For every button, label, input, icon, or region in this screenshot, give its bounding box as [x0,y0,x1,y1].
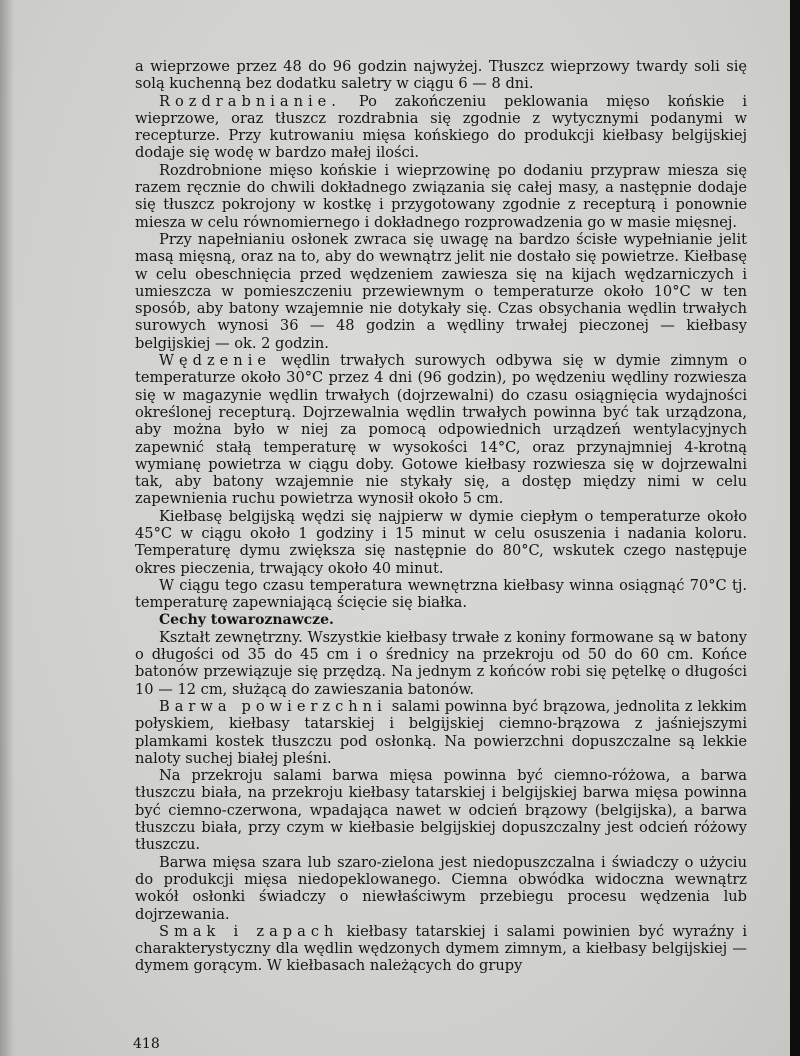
paragraph: Na przekroju salami barwa mięsa powinna być ciemno-różowa, a barwa tłuszczu biała, na przekroju kiełbasy tatarskiej i belgijskiej barwa mięsa powinna być ciemno-czerwona, wpadająca nawet w odcień brązowy (belgijska), a barwa tłuszczu biała, przy czym w kiełbasie belgijskiej dopuszczalny jest odcień różowy tłuszczu. [135,767,747,854]
spaced-lead: Barwa powierzchni [159,697,387,715]
page-number: 418 [133,1036,160,1052]
paragraph: Rozdrabnianie. Po zakończeniu peklowania mięso końskie i wieprzowe, oraz tłuszcz rozdrabnia się zgodnie z wytycznymi podanymi w recepturze. Przy kutrowaniu mięsa końskiego do produkcji kiełbasy belgijskiej dodaje się wodę w bardzo małej ilości. [135,92,747,162]
paragraph: Wędzenie wędlin trwałych surowych odbywa się w dymie zimnym o temperaturze około 30°C przez 4 dni (96 godzin), po wędzeniu wędliny rozwiesza się w magazynie wędlin trwałych (dojrzewalni) do czasu osiągnięcia wydajności określonej recepturą. Dojrzewalnia wędlin trwałych powinna być tak urządzona, aby można było w niej za pomocą odpowiednich urządzeń wentylacyjnych zapewnić stałą temperaturę w wysokości 14°C, oraz przynajmniej 4-krotną wymianę powietrza w ciągu doby. Gotowe kiełbasy rozwiesza się w dojrzewalni tak, aby batony wzajemnie nie stykały się, a dostęp między nimi w celu zapewnienia ruchu powietrza wynosił około 5 cm. [135,352,747,508]
paragraph: Kształt zewnętrzny. Wszystkie kiełbasy trwałe z koniny formowane są w batony o długości od 35 do 45 cm i o średnicy na przekroju od 50 do 60 cm. Końce batonów przewiązuje się przędzą. Na jednym z końców robi się pętelkę o długości 10 — 12 cm, służącą do zawieszania batonów. [135,628,747,698]
section-heading: Cechy towaroznawcze. [159,611,334,628]
spaced-lead: Wędzenie [159,352,272,370]
page-text [135,58,747,975]
paragraph: Smak i zapach kiełbasy tatarskiej i salami powinien być wyraźny i charakterystyczny dla wędlin wędzonych dymem zimnym, a kiełbasy belgijskiej — dymem gorącym. W kiełbasach należących do grupy [135,922,747,975]
paragraph: Rozdrobnione mięso końskie i wieprzowinę po dodaniu przypraw miesza się razem ręcznie do chwili dokładnego związania się całej masy, a następnie dodaje się tłuszcz pokrojony w kostkę i przygotowany zgodnie z recepturą i ponownie miesza w celu równomiernego i dokładnego rozprowadzenia go w masie mięsnej. [135,161,747,231]
page-edge-shadow [0,0,14,1056]
paragraph: Barwa mięsa szara lub szaro-zielona jest niedopuszczalna i świadczy o użyciu do produkcji mięsa niedopeklowanego. Ciemna obwódka widoczna wewnątrz wokół osłonki świadczy o niewłaściwym przebiegu procesu wędzenia lub dojrzewania. [135,853,747,923]
paragraph: W ciągu tego czasu temperatura wewnętrzna kiełbasy winna osiągnąć 70°C tj. temperaturę zapewniającą ścięcie się białka. [135,576,747,612]
paragraph: Kiełbasę belgijską wędzi się najpierw w dymie ciepłym o temperaturze około 45°C w ciągu około 1 godziny i 15 minut w celu osuszenia i nadania koloru. Temperaturę dymu zwiększa się następnie do 80°C, wskutek czego następuje okres pieczenia, trwający około 40 minut. [135,507,747,577]
paragraph: Barwa powierzchni salami powinna być brązowa, jednolita z lekkim połyskiem, kiełbasy tatarskiej i belgijskiej ciemno-brązowa z jaśniejszymi plamkami kostek tłuszczu pod osłonką. Na powierzchni dopuszczalne są lekkie naloty suchej białej pleśni. [135,697,747,767]
spaced-lead: Smak i zapach [159,922,339,940]
paragraph: a wieprzowe przez 48 do 96 godzin najwyżej. Tłuszcz wieprzowy twardy soli się solą kuchenną bez dodatku saletry w ciągu 6 — 8 dni. [135,58,747,93]
spaced-lead: Rozdrabnianie. [159,92,341,110]
paragraph: Przy napełnianiu osłonek zwraca się uwagę na bardzo ścisłe wypełnianie jelit masą mięsną, oraz na to, aby do wewnątrz jelit nie dostało się powietrze. Kiełbasę w celu obeschnięcia przed wędzeniem zawiesza się na kijach wędzarniczych i umieszcza w pomieszczeniu przewiewnym o temperaturze około 10°C w ten sposób, aby batony wzajemnie nie dotykały się. Czas obsychania wędlin trwałych surowych wynosi 36 — 48 godzin a wędliny trwałej pieczonej — kiełbasy belgijskiej — ok. 2 godzin. [135,230,747,352]
